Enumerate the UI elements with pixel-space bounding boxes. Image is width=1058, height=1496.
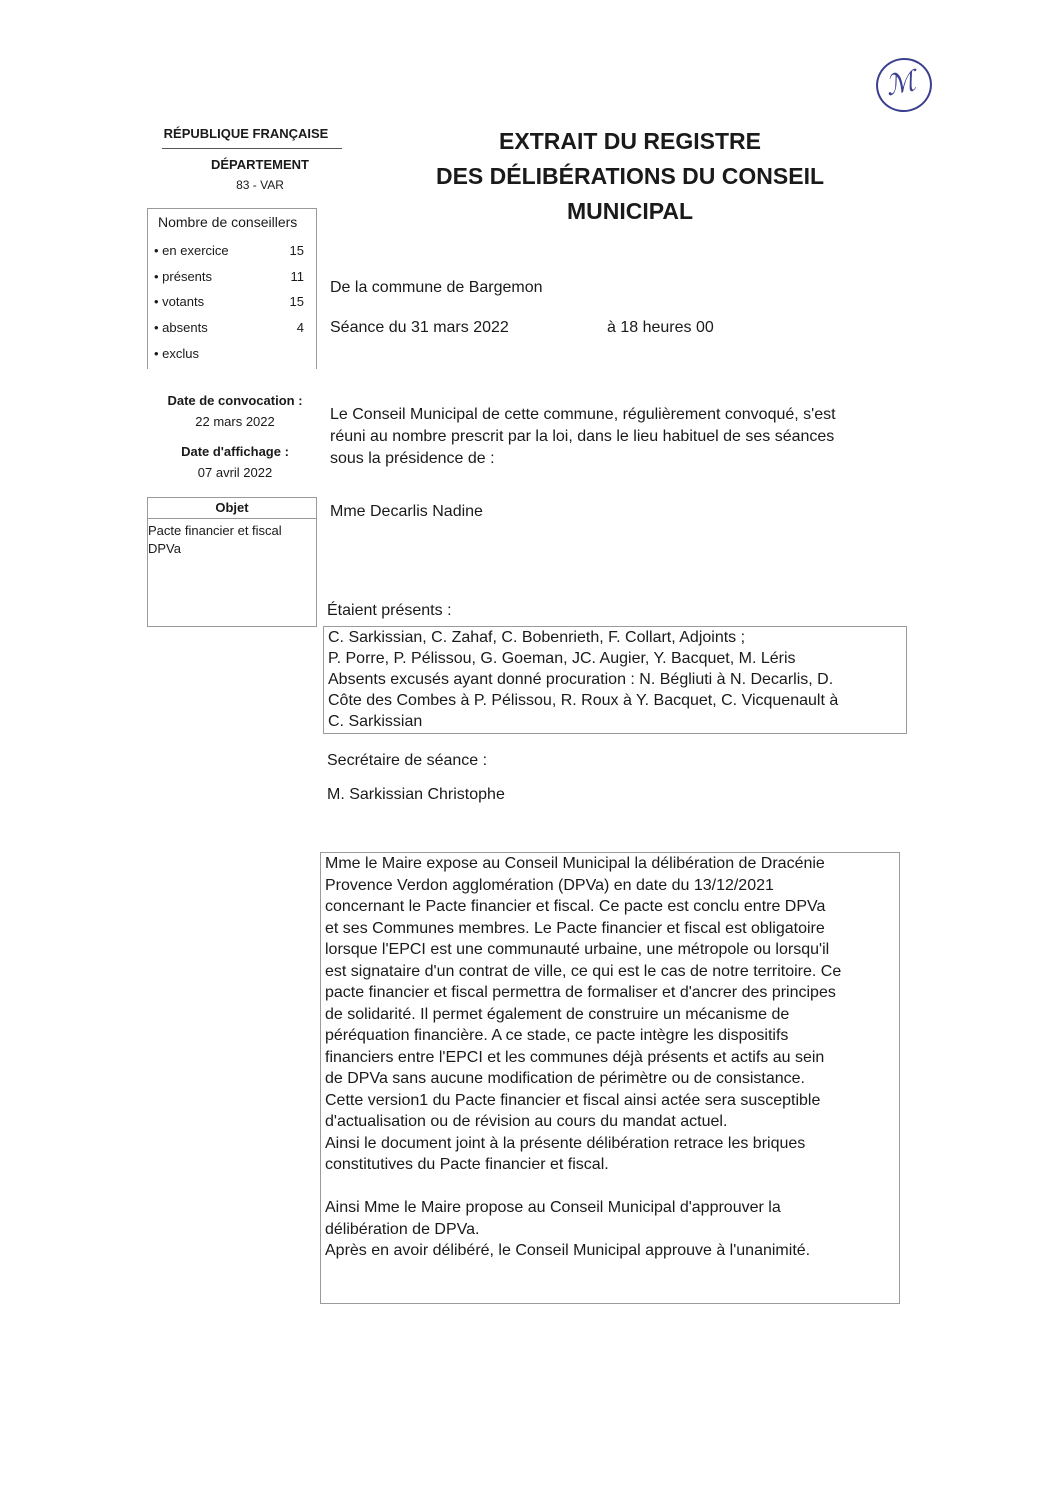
expose-paragraph-2: Ainsi Mme le Maire propose au Conseil Municipal d'approuver la délibération de DPVa. Après en avoir délibéré, le Conseil Municipal approuve à l'unanimité. <box>325 1199 811 1259</box>
republique-francaise: RÉPUBLIQUE FRANÇAISE <box>163 126 329 141</box>
commune-line: De la commune de Bargemon <box>330 279 543 296</box>
title-line-3: MUNICIPAL <box>566 198 694 224</box>
presents-box <box>323 626 907 734</box>
row-label: • en exercice <box>154 243 229 258</box>
expose-paragraph-1: Mme le Maire expose au Conseil Municipal la délibération de Dracénie Provence Verdon agglomération (DPVa) en date du 13/12/2021 concernant le Pacte financier et fiscal. Ce pacte est conclu entre DPVa et ses Communes membres. Le Pacte financier et fiscal est obligatoire lorsque l'EPCI est une communauté urbaine, une métropole ou lorsqu'il est signataire d'un contrat de ville, ce qui est le cas de notre territoire. Ce pacte financier et fiscal permettra de formaliser et d'ancrer des principes de solidarité. Il permet également de construire un mécanisme de péréquation financière. A ce stade, ce pacte intègre les dispositifs financiers entre l'EPCI et les communes déjà présents et actifs au sein de DPVa sans aucune modification de périmètre ou de consistance. Cette version1 du Pacte financier et fiscal ainsi actée sera susceptible d'actualisation ou de révision au cours du mandat actuel. Ainsi le document joint à la présente délibération retrace les briques constitutives du Pacte financier et fiscal. <box>325 855 842 1173</box>
stamp-initials: ℳ <box>882 63 919 103</box>
row-value: 15 <box>289 243 304 258</box>
convocation-date: 22 mars 2022 <box>195 414 275 429</box>
row-label: • absents <box>154 320 208 335</box>
seance-date: Séance du 31 mars 2022 <box>330 319 509 336</box>
presents-label: Étaient présents : <box>327 602 452 619</box>
objet-line-1: Pacte financier et fiscal <box>148 523 282 538</box>
departement-label: DÉPARTEMENT <box>211 157 309 172</box>
convocation-label: Date de convocation : <box>167 393 303 408</box>
presents-line: P. Porre, P. Pélissou, G. Goeman, JC. Augier, Y. Bacquet, M. Léris <box>328 650 796 667</box>
header-divider <box>162 148 342 149</box>
president-name: Mme Decarlis Nadine <box>330 503 483 520</box>
document-title <box>380 124 880 229</box>
row-value: 11 <box>290 269 304 284</box>
objet-text <box>148 522 308 558</box>
row-value: 4 <box>296 320 304 335</box>
departement-code: 83 - VAR <box>236 178 284 192</box>
conseillers-row <box>154 243 304 258</box>
secretaire-label: Secrétaire de séance : <box>327 752 488 769</box>
presents-line: Absents excusés ayant donné procuration : N. Bégliuti à N. Decarlis, D. <box>328 671 834 688</box>
presents-line: C. Sarkissian <box>328 713 423 730</box>
presents-line: Côte des Combes à P. Pélissou, R. Roux à Y. Bacquet, C. Vicquenault à <box>328 692 839 709</box>
objet-box <box>147 497 317 627</box>
initials-stamp <box>871 53 937 117</box>
seance-heure: à 18 heures 00 <box>607 319 714 336</box>
secretaire-name: M. Sarkissian Christophe <box>327 786 505 803</box>
objet-line-2: DPVa <box>148 541 181 556</box>
conseillers-heading: Nombre de conseillers <box>158 214 298 230</box>
conseillers-row <box>154 294 304 309</box>
preamble-line-3: sous la présidence de : <box>330 450 495 467</box>
row-value: 15 <box>289 294 304 309</box>
preamble <box>330 404 890 470</box>
expose-box <box>320 852 900 1304</box>
preamble-line-2: réuni au nombre prescrit par la loi, dans le lieu habituel de ses séances <box>330 428 835 445</box>
conseillers-row <box>154 346 304 361</box>
conseillers-box <box>147 208 317 369</box>
affichage-date: 07 avril 2022 <box>197 465 273 480</box>
affichage-label: Date d'affichage : <box>181 444 289 459</box>
row-label: • exclus <box>154 346 200 361</box>
conseillers-row <box>154 320 304 335</box>
row-label: • présents <box>154 269 213 284</box>
preamble-line-1: Le Conseil Municipal de cette commune, régulièrement convoqué, s'est <box>330 406 836 423</box>
objet-label: Objet <box>148 498 316 519</box>
presents-line: C. Sarkissian, C. Zahaf, C. Bobenrieth, F. Collart, Adjoints ; <box>328 629 746 646</box>
title-line-1: EXTRAIT DU REGISTRE <box>499 128 761 154</box>
conseillers-row <box>154 269 304 284</box>
title-line-2: DES DÉLIBÉRATIONS DU CONSEIL <box>435 163 825 189</box>
row-label: • votants <box>154 294 205 309</box>
